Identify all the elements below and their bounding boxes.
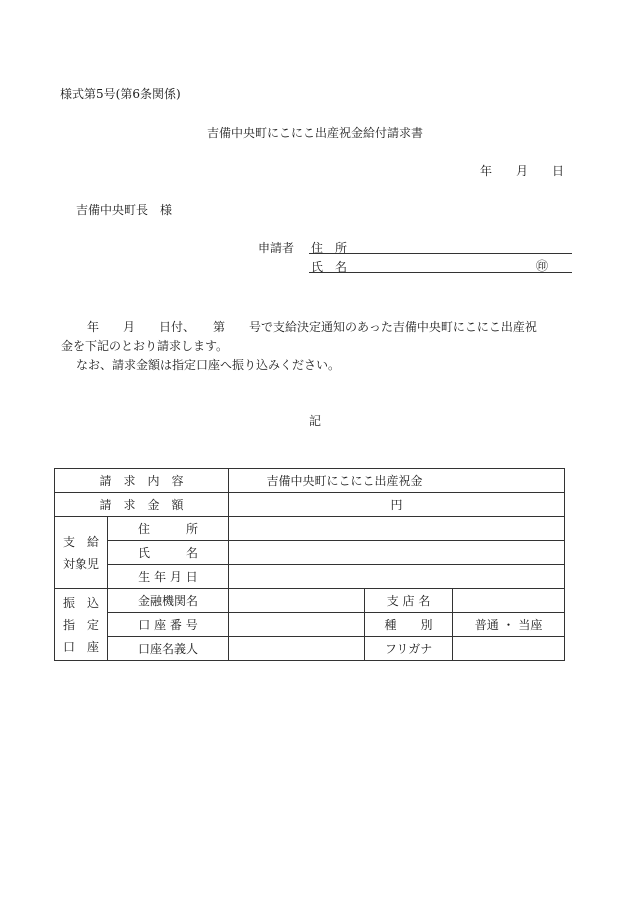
date-line[interactable]: 年 月 日 (480, 164, 565, 178)
account-group-label-line-2: 指 定 (62, 617, 99, 632)
type-options[interactable]: 普通 ・ 当座 (453, 613, 565, 637)
holder-field[interactable] (229, 637, 365, 661)
name-label: 氏 名 (311, 260, 348, 274)
table-row (55, 637, 565, 661)
child-group-label (55, 517, 108, 589)
bank-field[interactable] (229, 589, 365, 613)
name-field[interactable] (309, 272, 572, 273)
holder-label: 口座名義人 (108, 637, 229, 661)
body-line-3: なお、請求金額は指定口座へ振り込みください。 (76, 358, 341, 372)
child-group-label-line-2: 対象児 (62, 556, 99, 571)
applicant-label: 申請者 (258, 241, 295, 255)
furigana-label: フリガナ (365, 637, 453, 661)
seal-mark: ㊞ (536, 259, 549, 273)
child-birth-field[interactable] (229, 565, 565, 589)
amount-label: 請 求 金 額 (55, 493, 229, 517)
table-row (55, 517, 565, 541)
branch-field[interactable] (453, 589, 565, 613)
child-name-label: 氏 名 (108, 541, 229, 565)
furigana-field[interactable] (453, 637, 565, 661)
account-group-label-line-3: 口 座 (62, 639, 99, 654)
table-row (55, 541, 565, 565)
addressee: 吉備中央町長 様 (76, 203, 173, 217)
body-line-1: 年 月 日付、 第 号で支給決定通知のあった吉備中央町にこにこ出産祝 (87, 320, 537, 334)
account-group-label-line-1: 振 込 (62, 595, 99, 610)
table-row (55, 493, 565, 517)
address-field[interactable] (309, 253, 572, 254)
account-number-label: 口 座 番 号 (108, 613, 229, 637)
type-label: 種 別 (365, 613, 453, 637)
table-row (55, 589, 565, 613)
request-content-text: 吉備中央町にこにこ出産祝金 (266, 474, 423, 488)
child-name-field[interactable] (229, 541, 565, 565)
bank-label: 金融機関名 (108, 589, 229, 613)
document-title: 吉備中央町にこにこ出産祝金給付請求書 (206, 126, 423, 140)
account-group-label (55, 589, 108, 661)
address-label: 住 所 (311, 241, 348, 255)
table-row (55, 613, 565, 637)
ki-heading: 記 (308, 414, 321, 428)
amount-field[interactable] (229, 493, 565, 517)
amount-unit: 円 (390, 498, 403, 512)
child-birth-label: 生 年 月 日 (108, 565, 229, 589)
form-number: 様式第5号(第6条関係) (60, 87, 181, 101)
request-content-label: 請 求 内 容 (55, 469, 229, 493)
child-address-label: 住 所 (108, 517, 229, 541)
branch-label: 支 店 名 (365, 589, 453, 613)
child-address-field[interactable] (229, 517, 565, 541)
request-table (54, 468, 565, 661)
request-content-value (229, 469, 565, 493)
account-number-field[interactable] (229, 613, 365, 637)
table-row (55, 469, 565, 493)
body-line-2: 金を下記のとおり請求します。 (61, 339, 229, 353)
child-group-label-line-1: 支 給 (62, 534, 99, 549)
table-row (55, 565, 565, 589)
